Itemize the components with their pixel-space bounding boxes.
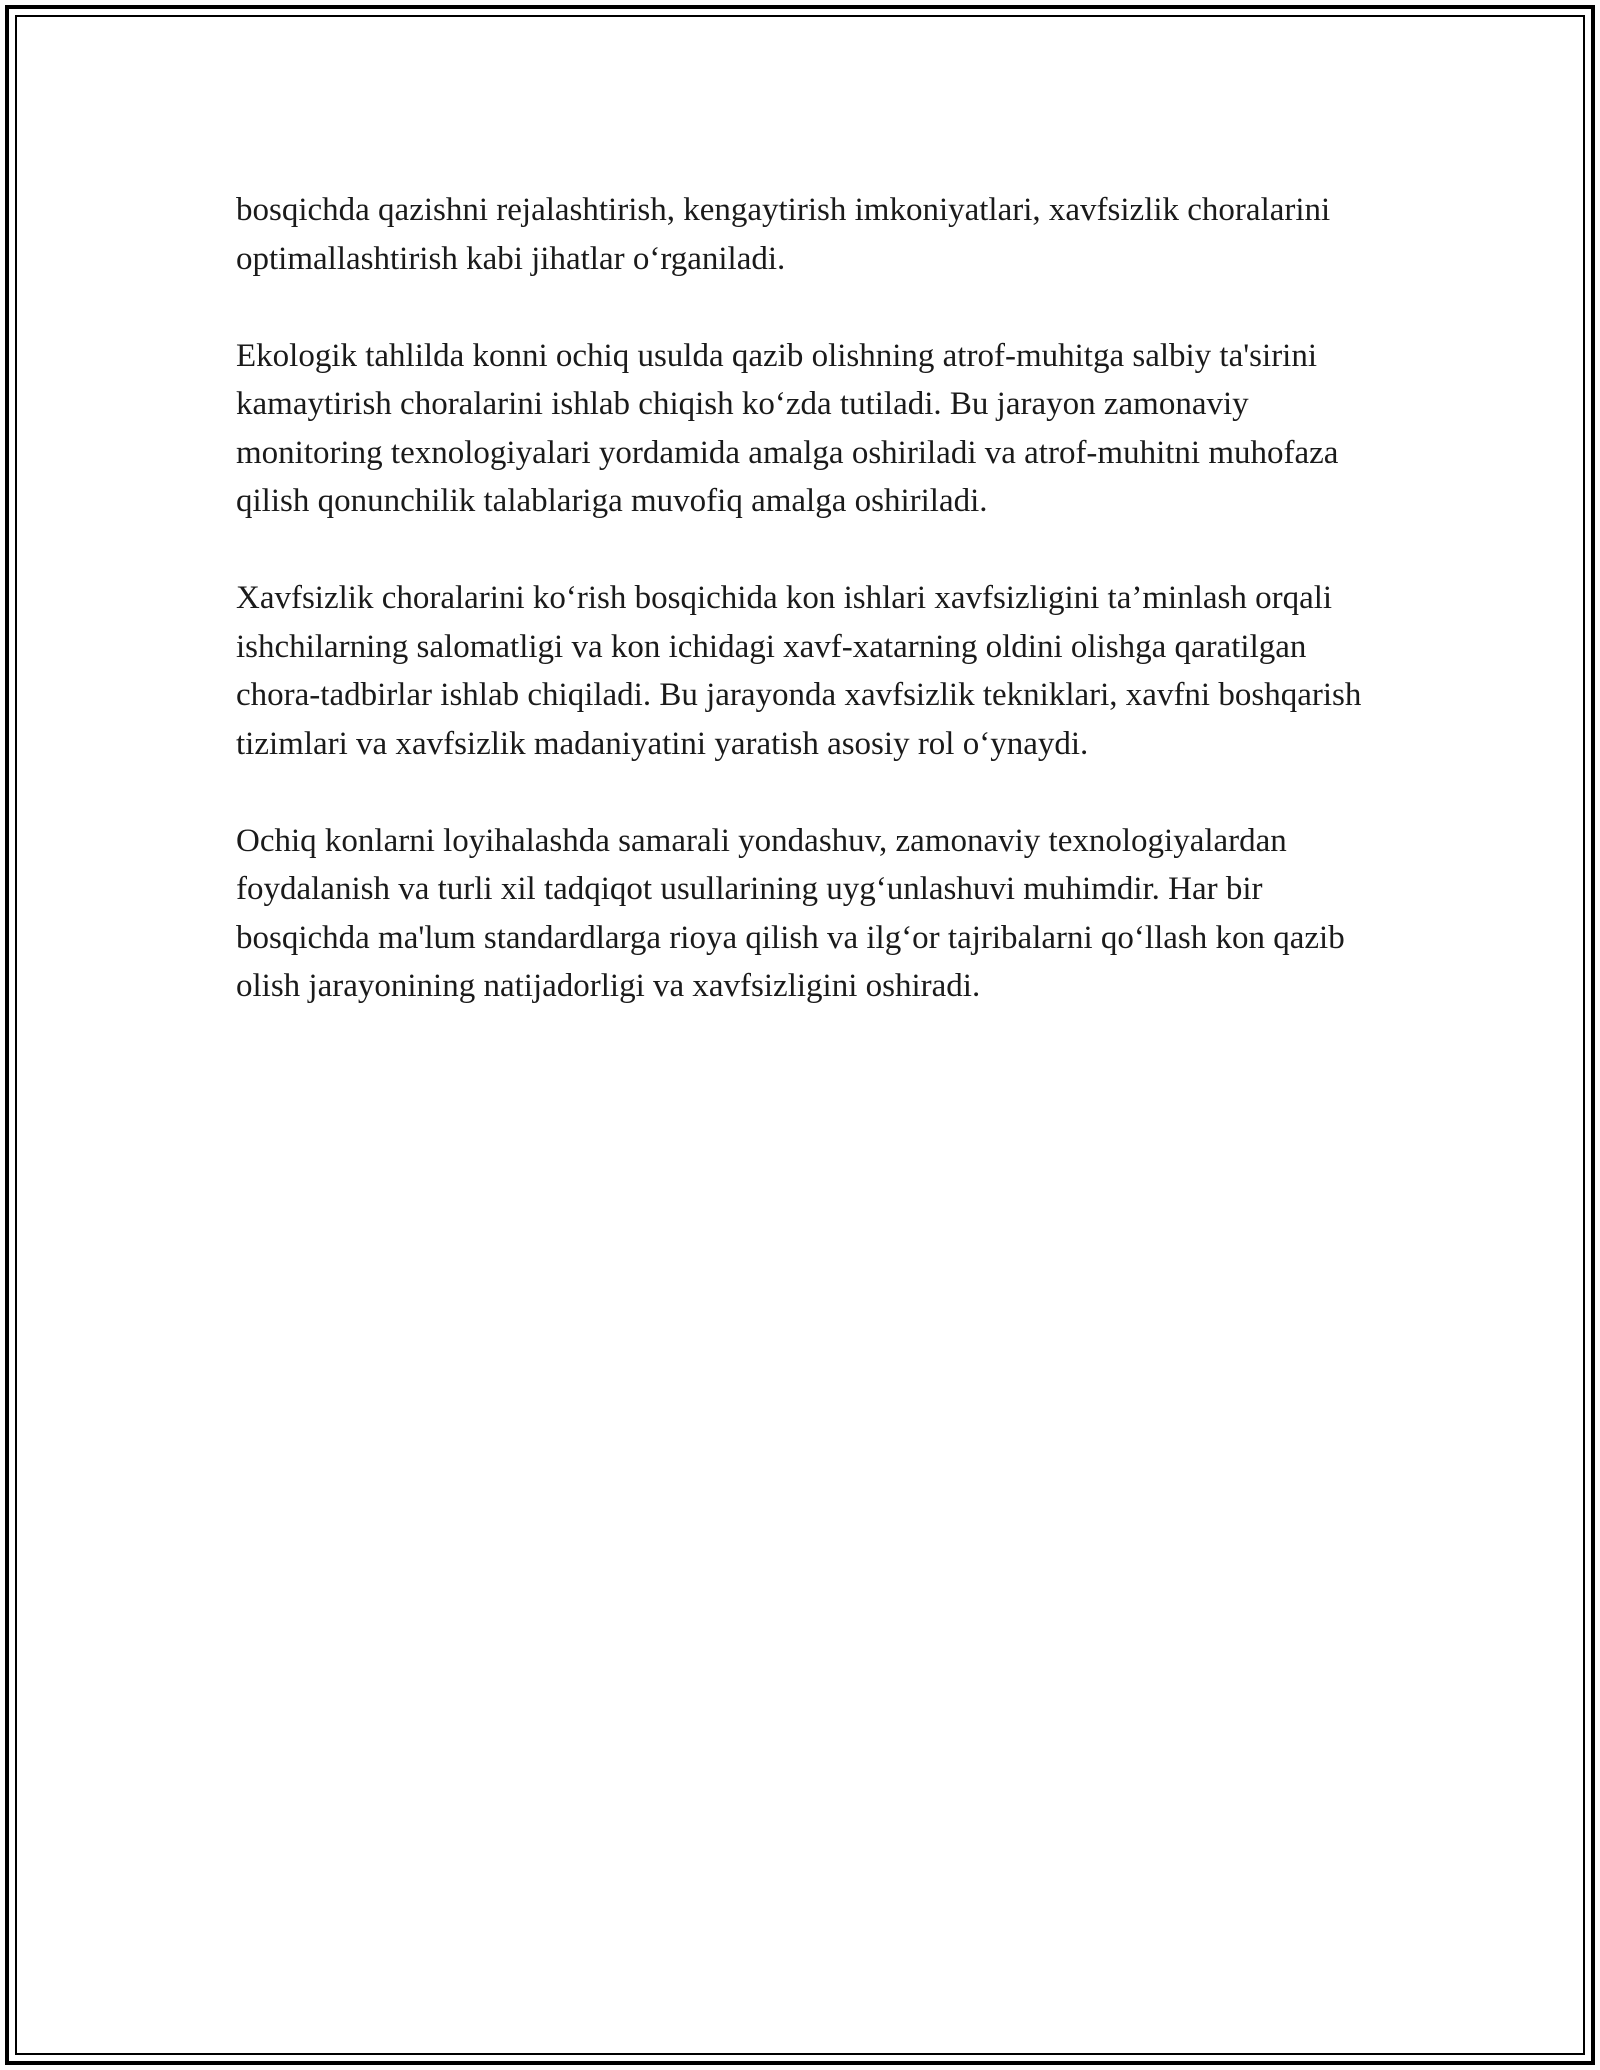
paragraph-ecological-analysis: Ekologik tahlilda konni ochiq usulda qazib olishning atrof-muhitga salbiy ta'sirini kamaytirish choralarini ishlab chiqish ko‘zda tutiladi. Bu jarayon zamonaviy monitoring texnologiyalari yordamida amalga oshiriladi va atrof-muhitni muhofaza qilish qonunchilik talablariga muvofiq amalga oshiriladi. bbox=[236, 337, 1339, 519]
paragraph-safety-measures: Xavfsizlik choralarini ko‘rish bosqichida kon ishlari xavfsizligini ta’minlash orqali ishchilarning salomatligi va kon ichidagi xavf-xatarning oldini olishga qaratilgan chora-tadbirlar ishlab chiqiladi. Bu jarayonda xavfsizlik tekniklari, xavfni boshqarish tizimlari va xavfsizlik madaniyatini yaratish asosiy rol o‘ynaydi. bbox=[236, 580, 1362, 762]
paragraph-conclusion: Ochiq konlarni loyihalashda samarali yondashuv, zamonaviy texnologiyalardan foydalanish va turli xil tadqiqot usullarining uyg‘unlashuvi muhimdir. Har bir bosqichda ma'lum standardlarga rioya qilish va ilg‘or tajribalarni qo‘llash kon qazib olish jarayonining natijadorligi va xavfsizligini oshiradi. bbox=[236, 822, 1345, 1004]
document-body bbox=[236, 186, 1376, 1059]
paragraph-continuation: bosqichda qazishni rejalashtirish, kengaytirish imkoniyatlari, xavfsizlik choralarini optimallashtirish kabi jihatlar o‘rganiladi. bbox=[236, 192, 1331, 277]
